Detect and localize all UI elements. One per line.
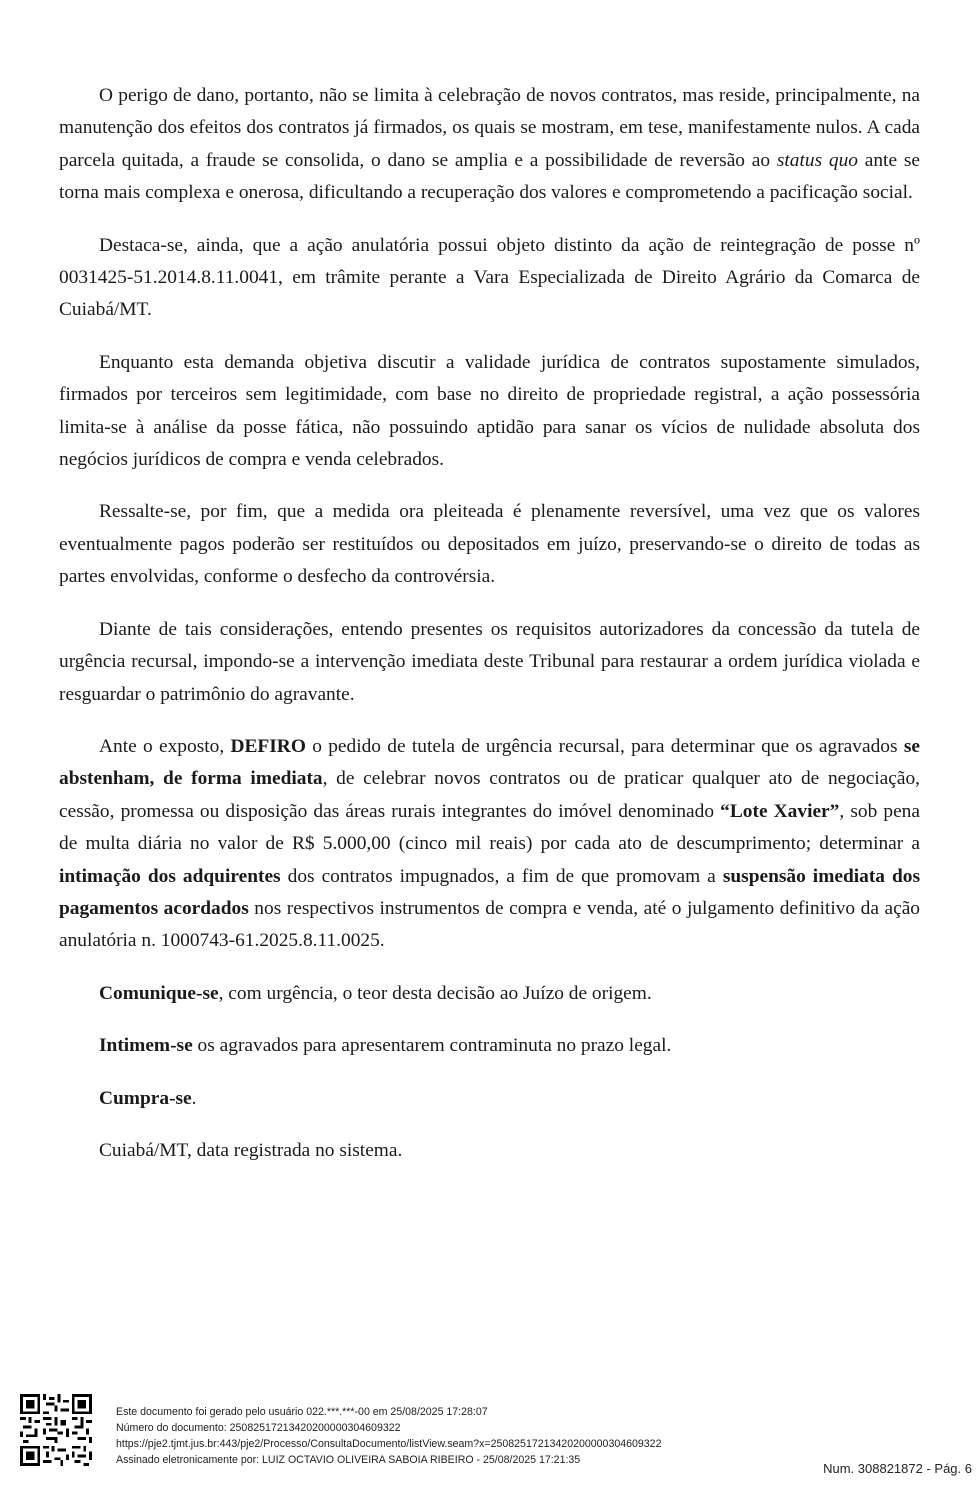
paragraph-distinct-action: Destaca-se, ainda, que a ação anulatória possui objeto distinto da ação de reintegração de posse nº 0031425-51.2014.8.11.0041, em trâmite perante a Vara Especializada de Direito Agrário da Comarca de Cuiabá/MT. (59, 234, 920, 321)
paragraph-comply: Cumpra-se. (99, 1087, 197, 1109)
paragraph-danger: O perigo de dano, portanto, não se limita à celebração de novos contratos, mas reside, principalmente, na manutenção dos efeitos dos contratos já firmados, os quais se mostram, em tese, manifestamente nulos. A cada parcela quitada, a fraude se consolida, o dano se amplia e a possibilidade de reversão ao status quo ante se torna mais complexa e onerosa, dificultando a recuperação dos valores e comprometendo a pacificação social. (59, 85, 920, 204)
document-body (59, 80, 920, 1187)
paragraph-communicate: Comunique-se, com urgência, o teor desta decisão ao Juízo de origem. (99, 982, 652, 1004)
paragraph-considerations: Diante de tais considerações, entendo presentes os requisitos autorizadores da concessão da tutela de urgência recursal, impondo-se a intervenção imediata deste Tribunal para restaurar a ordem jurídica violada e resguardar o patrimônio do agravante. (59, 618, 920, 705)
footer-document-url[interactable]: https://pje2.tjmt.jus.br:443/pje2/Processo/ConsultaDocumento/listView.seam?x=25082517213420200000304609322 (116, 1438, 662, 1450)
paragraph-demand-objective: Enquanto esta demanda objetiva discutir a validade jurídica de contratos supostamente simulados, firmados por terceiros sem legitimidade, com base no direito de propriedade registral, a ação possessória limita-se à análise da posse fática, não possuindo aptidão para sanar os vícios de nulidade absoluta dos negócios jurídicos de compra e venda celebrados. (59, 351, 920, 471)
paragraph-summon: Intimem-se os agravados para apresentarem contraminuta no prazo legal. (99, 1035, 672, 1057)
paragraph-reversible: Ressalte-se, por fim, que a medida ora pleiteada é plenamente reversível, uma vez que os valores eventualmente pagos poderão ser restituídos ou depositados em juízo, preservando-se o direito de todas as partes envolvidas, conforme o desfecho da controvérsia. (59, 501, 920, 588)
paragraph-decision: Ante o exposto, DEFIRO o pedido de tutela de urgência recursal, para determinar que os agravados se abstenham, de forma imediata, de celebrar novos contratos ou de praticar qualquer ato de negociação, cessão, promessa ou disposição das áreas rurais integrantes do imóvel denominado “Lote Xavier”, sob pena de multa diária no valor de R$ 5.000,00 (cinco mil reais) por cada ato de descumprimento; determinar a intimação dos adquirentes dos contratos impugnados, a fim de que promovam a suspensão imediata dos pagamentos acordados nos respectivos instrumentos de compra e venda, até o julgamento definitivo da ação anulatória n. 1000743-61.2025.8.11.0025. (59, 735, 921, 952)
document-footer (116, 1404, 806, 1468)
footer-document-number: Número do documento: 25082517213420200000304609322 (116, 1422, 401, 1434)
qr-code-icon (20, 1394, 92, 1466)
footer-generated-by: Este documento foi gerado pelo usuário 022.***.***-00 em 25/08/2025 17:28:07 (116, 1406, 488, 1418)
page-number: Num. 308821872 - Pág. 6 (823, 1461, 972, 1476)
footer-signature: Assinado eletronicamente por: LUIZ OCTAVIO OLIVEIRA SABOIA RIBEIRO - 25/08/2025 17:21:35 (116, 1454, 581, 1466)
paragraph-place-date: Cuiabá/MT, data registrada no sistema. (99, 1139, 403, 1161)
